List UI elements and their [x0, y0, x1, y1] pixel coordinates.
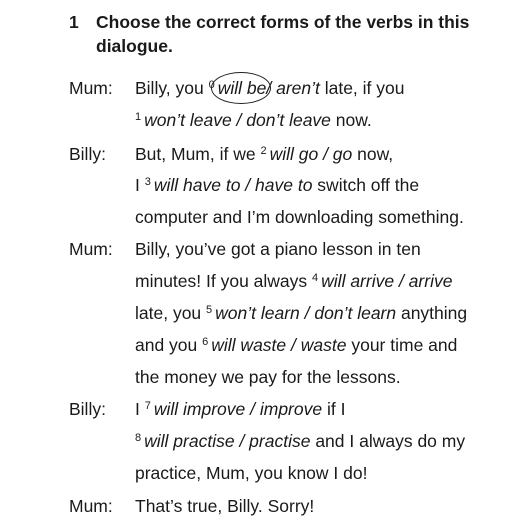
line-text: I — [135, 399, 145, 419]
speaker-label: Mum: — [69, 496, 113, 516]
dialogue-line: That’s true, Billy. Sorry! — [135, 496, 315, 516]
line-text: if I — [322, 399, 346, 419]
line-text: your time and — [346, 335, 458, 355]
gap-number: 7 — [144, 400, 151, 412]
line-text: and you — [135, 335, 203, 355]
line-text: But, Mum, if we — [135, 144, 261, 164]
verb-option: / go — [318, 144, 353, 164]
verb-option: / don’t learn — [299, 303, 397, 323]
verb-option: will have to — [153, 175, 241, 195]
line-text: now, — [352, 144, 394, 164]
speaker-label: Mum: — [69, 239, 113, 259]
verb-option: will arrive — [321, 271, 395, 291]
verb-option: will practise — [144, 431, 235, 451]
dialogue-line: computer and I’m downloading something. — [135, 207, 464, 227]
dialogue-line — [135, 303, 467, 324]
line-text: switch off the — [312, 175, 420, 195]
dialogue-line — [135, 110, 372, 131]
line-text: now. — [330, 110, 372, 130]
line-text: late, you — [135, 303, 207, 323]
verb-option: / practise — [234, 431, 311, 451]
verb-option: will improve — [153, 399, 246, 419]
gap-number: 2 — [260, 145, 267, 157]
speaker-label: Billy: — [69, 399, 106, 419]
dialogue-line — [135, 335, 457, 356]
dialogue-line — [135, 431, 465, 452]
dialogue-line: practice, Mum, you know I do! — [135, 463, 368, 483]
circled-example-answer: will be — [217, 78, 267, 98]
exercise-number: 1 — [69, 12, 79, 32]
verb-option: will go — [269, 144, 319, 164]
line-text: late, if you — [319, 78, 405, 98]
line-text: I — [135, 175, 145, 195]
dialogue-line: the money we pay for the lessons. — [135, 367, 401, 387]
gap-number: 1 — [135, 111, 142, 123]
verb-option: / arrive — [394, 271, 453, 291]
exercise-instruction: Choose the correct forms of the verbs in this dialogue. — [96, 12, 470, 56]
speaker-label: Mum: — [69, 78, 113, 98]
gap-number: 4 — [312, 272, 319, 284]
gap-number: 0 — [208, 79, 215, 91]
line-text: minutes! If you always — [135, 271, 313, 291]
gap-number: 3 — [144, 176, 151, 188]
gap-number: 8 — [135, 432, 142, 444]
line-text: and I always do my — [310, 431, 466, 451]
dialogue-line — [135, 78, 405, 99]
verb-option: won’t learn — [215, 303, 300, 323]
line-text: Billy, you — [135, 78, 209, 98]
dialogue-line — [135, 271, 452, 292]
dialogue-line — [135, 144, 393, 165]
gap-number: 5 — [206, 304, 213, 316]
verb-option: won’t leave — [144, 110, 232, 130]
verb-option: / don’t leave — [231, 110, 331, 130]
line-text: anything — [396, 303, 468, 323]
dialogue-line — [135, 175, 419, 196]
verb-option: / aren’t — [266, 78, 320, 98]
verb-option: / waste — [286, 335, 347, 355]
verb-option: / have to — [240, 175, 313, 195]
dialogue-line: Billy, you’ve got a piano lesson in ten — [135, 239, 421, 259]
gap-number: 6 — [202, 336, 209, 348]
dialogue-line — [135, 399, 345, 420]
speaker-label: Billy: — [69, 144, 106, 164]
verb-option: / improve — [245, 399, 323, 419]
verb-option: will waste — [211, 335, 287, 355]
